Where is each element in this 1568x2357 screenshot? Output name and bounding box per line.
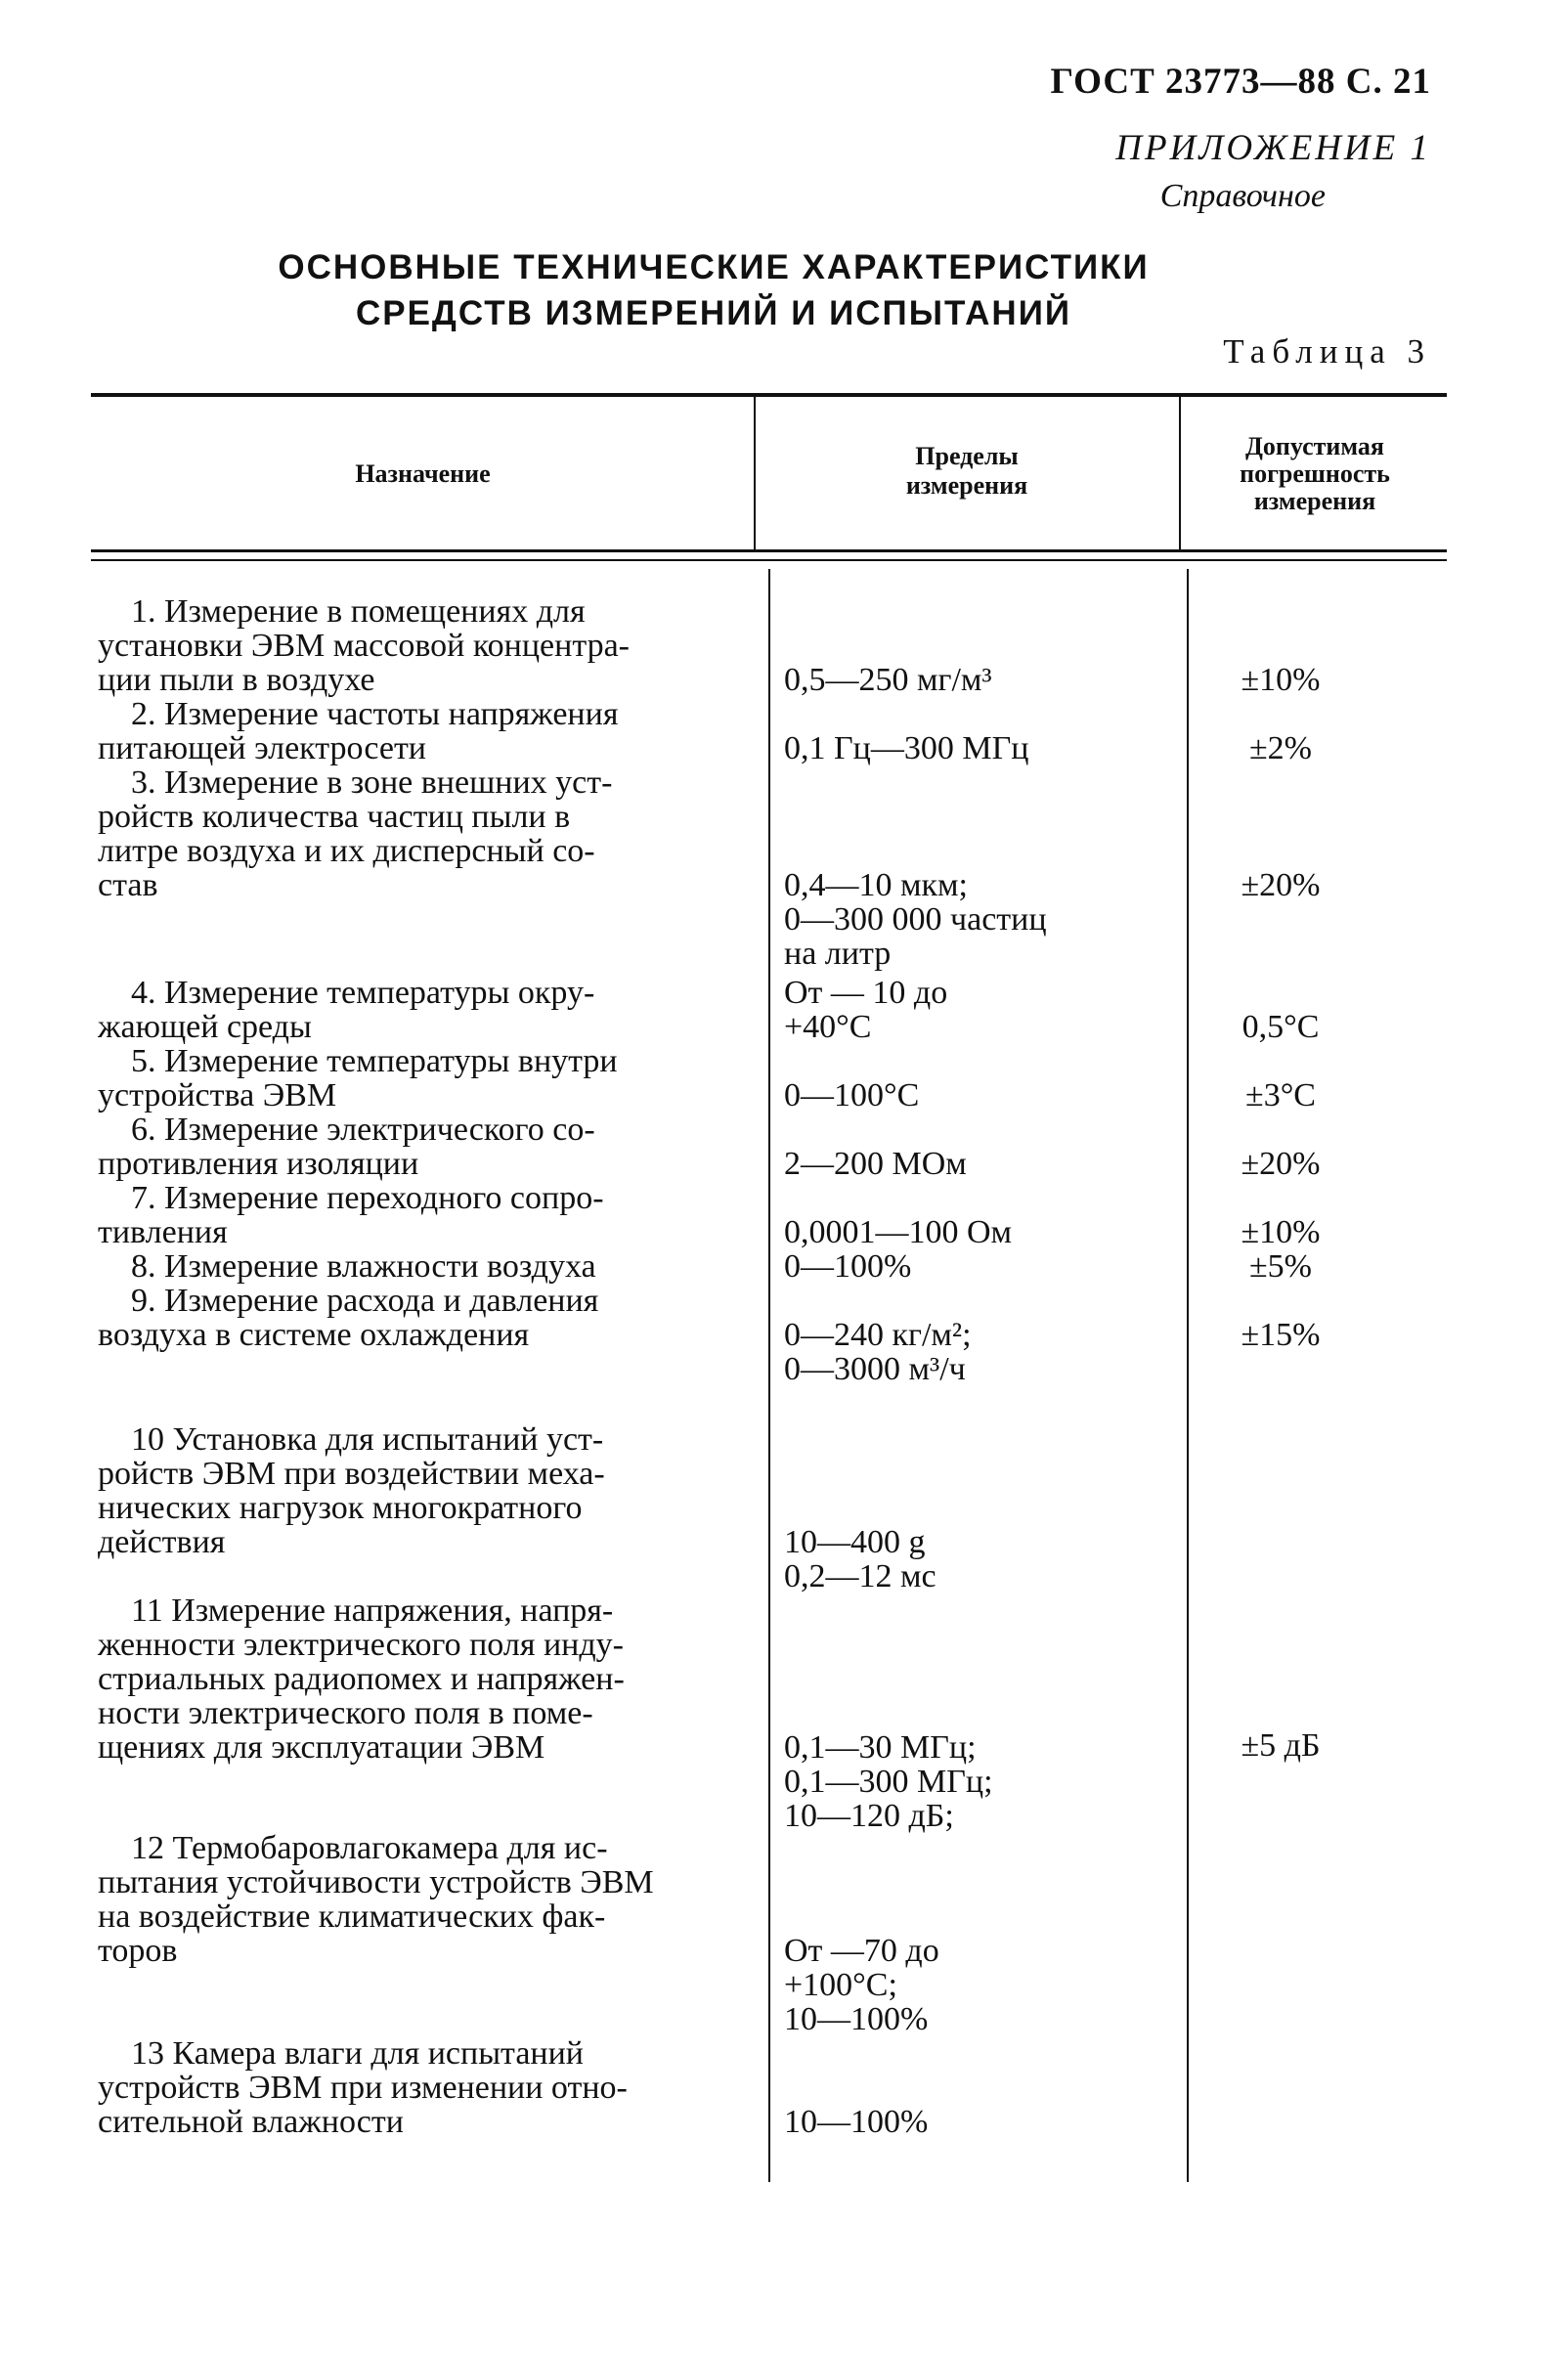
text-line: 4. Измерение температуры окру- [131,975,595,1011]
header-bottom-rule [91,549,1447,552]
table-label: Таблица 3 [1223,332,1431,371]
text-line: 11 Измерение напряжения, напря- [131,1593,614,1629]
error-value: ±10% [1241,1214,1321,1250]
row-10-purpose [98,1422,719,1559]
text-line: действия [98,1524,226,1560]
text-line: ности электрического поля в поме- [98,1695,593,1731]
text-line: литре воздуха и их дисперсный со- [98,833,595,869]
text-line: 8. Измерение влажности воздуха [131,1248,596,1285]
header-range [758,442,1176,501]
range-line: 10—400 g [784,1524,926,1560]
row-4-purpose [98,976,719,1044]
row-9-range [784,1318,1175,1386]
row-5-error [1202,1078,1359,1113]
text-line: 12 Термобаровлагокамера для ис- [131,1830,608,1866]
header-divider-2 [1179,397,1181,549]
column-divider-2 [1187,569,1189,2182]
error-value: ±3°С [1245,1077,1316,1113]
page-title [117,244,1310,336]
range-line: 0,2—12 мс [784,1558,936,1594]
row-8-error [1202,1249,1359,1284]
error-value: ±10% [1241,662,1321,698]
range-line: 10—100% [784,2001,929,2037]
row-6-purpose [98,1113,719,1181]
standard-reference: ГОСТ 23773—88 С. 21 [1050,62,1431,102]
row-12-range [784,1934,1175,2036]
row-11-range [784,1730,1175,1833]
row-2-error [1202,731,1359,765]
header-bottom-rule-2 [91,559,1447,561]
row-1-error [1202,663,1359,697]
range-line: 2—200 МОм [784,1146,967,1182]
range-line: 0—100% [784,1248,912,1285]
text-line: став [98,867,158,903]
text-line: 3. Измерение в зоне внешних уст- [131,764,613,801]
row-8-purpose [98,1249,719,1284]
text-line: устройства ЭВМ [98,1077,337,1113]
table-top-rule [91,393,1447,397]
row-13-range [784,2105,1175,2139]
text-line: 13 Камера влаги для испытаний [131,2035,585,2072]
error-value: ±2% [1249,730,1312,766]
range-line: 0,4—10 мкм; [784,867,968,903]
text-line: тивления [98,1214,228,1250]
text-line: пытания устойчивости устройств ЭВМ [98,1864,654,1900]
range-line: 0—100°С [784,1077,920,1113]
header-divider-1 [754,397,756,549]
range-line: 0,1 Гц—300 МГц [784,730,1029,766]
range-line: 0,5—250 мг/м³ [784,662,992,698]
range-line: 0,0001—100 Ом [784,1214,1013,1250]
error-value: ±20% [1241,867,1321,903]
row-2-range [784,731,1175,765]
error-value: ±15% [1241,1317,1321,1353]
row-3-range [784,868,1175,971]
header-range-line-2: измерения [905,471,1028,500]
header-error-line-1: Допустимая [1245,432,1384,460]
text-line: сительной влажности [98,2104,404,2140]
text-line: питающей электросети [98,730,426,766]
row-6-range [784,1147,1175,1181]
row-7-range [784,1215,1175,1249]
row-6-error [1202,1147,1359,1181]
text-line: на воздействие климатических фак- [98,1899,606,1935]
text-line: ции пыли в воздухе [98,662,375,698]
row-5-range [784,1078,1175,1113]
row-7-purpose [98,1181,719,1249]
text-line: 7. Измерение переходного сопро- [131,1180,604,1216]
text-line: ройств количества частиц пыли в [98,799,571,835]
text-line: устройств ЭВМ при изменении отно- [98,2070,628,2106]
text-line: противления изоляции [98,1146,419,1182]
range-line: 10—120 дБ; [784,1798,954,1834]
text-line: жающей среды [98,1009,312,1045]
header-range-line-1: Пределы [915,442,1019,470]
text-line: 6. Измерение электрического со- [131,1112,595,1148]
row-4-range [784,976,1175,1044]
text-line: 9. Измерение расхода и давления [131,1283,599,1319]
range-line: 0,1—30 МГц; [784,1729,977,1766]
row-5-purpose [98,1044,719,1113]
row-9-error [1202,1318,1359,1352]
range-line: 10—100% [784,2104,929,2140]
row-8-range [784,1249,1175,1284]
error-value: 0,5°С [1241,1009,1320,1045]
row-1-purpose [98,594,719,697]
text-line: воздуха в системе охлаждения [98,1317,530,1353]
row-10-range [784,1525,1175,1593]
row-4-error [1202,1010,1359,1044]
error-value: ±20% [1241,1146,1321,1182]
appendix-title: ПРИЛОЖЕНИЕ 1 [1115,128,1431,168]
range-line: 0—240 кг/м²; [784,1317,972,1353]
text-line: щениях для эксплуатации ЭВМ [98,1729,545,1766]
row-7-error [1202,1215,1359,1249]
range-line: +40°С [784,1009,872,1045]
row-11-error [1202,1728,1359,1763]
header-error-line-2: погрешность [1240,459,1390,488]
range-line: 0,1—300 МГц; [784,1764,993,1800]
text-line: стриальных радиопомех и напряжен- [98,1661,625,1697]
error-value: ±5 дБ [1241,1727,1321,1764]
range-line: От —70 до [784,1933,939,1969]
appendix-type: Справочное [1159,178,1326,214]
text-line: ройств ЭВМ при воздействии меха- [98,1456,605,1492]
range-line: 0—300 000 частиц [784,901,1047,938]
page-title-line-2: СРЕДСТВ ИЗМЕРЕНИЙ И ИСПЫТАНИЙ [355,294,1072,332]
text-line: 2. Измерение частоты напряжения [131,696,619,732]
row-12-purpose [98,1831,719,1968]
range-line: От — 10 до [784,975,948,1011]
text-line: торов [98,1933,178,1969]
row-13-purpose [98,2036,719,2139]
row-1-range [784,663,1175,697]
row-3-purpose [98,765,719,902]
row-3-error [1202,868,1359,902]
header-error-line-3: измерения [1253,487,1376,515]
row-2-purpose [98,697,719,765]
row-9-purpose [98,1284,719,1352]
text-line: 1. Измерение в помещениях для [131,593,586,630]
column-divider-1 [768,569,770,2182]
text-line: 10 Установка для испытаний уст- [131,1421,604,1458]
text-line: 5. Измерение температуры внутри [131,1043,618,1079]
text-line: установки ЭВМ массовой концентра- [98,628,630,664]
header-purpose: Назначение [355,459,491,488]
row-11-purpose [98,1593,719,1765]
range-line: 0—3000 м³/ч [784,1351,966,1387]
text-line: женности электрического поля инду- [98,1627,624,1663]
header-error [1183,433,1447,515]
error-value: ±5% [1249,1248,1312,1285]
range-line: +100°С; [784,1967,897,2003]
text-line: нических нагрузок многократного [98,1490,583,1526]
range-line: на литр [784,936,892,972]
page-title-line-1: ОСНОВНЫЕ ТЕХНИЧЕСКИЕ ХАРАКТЕРИСТИКИ [278,248,1150,286]
